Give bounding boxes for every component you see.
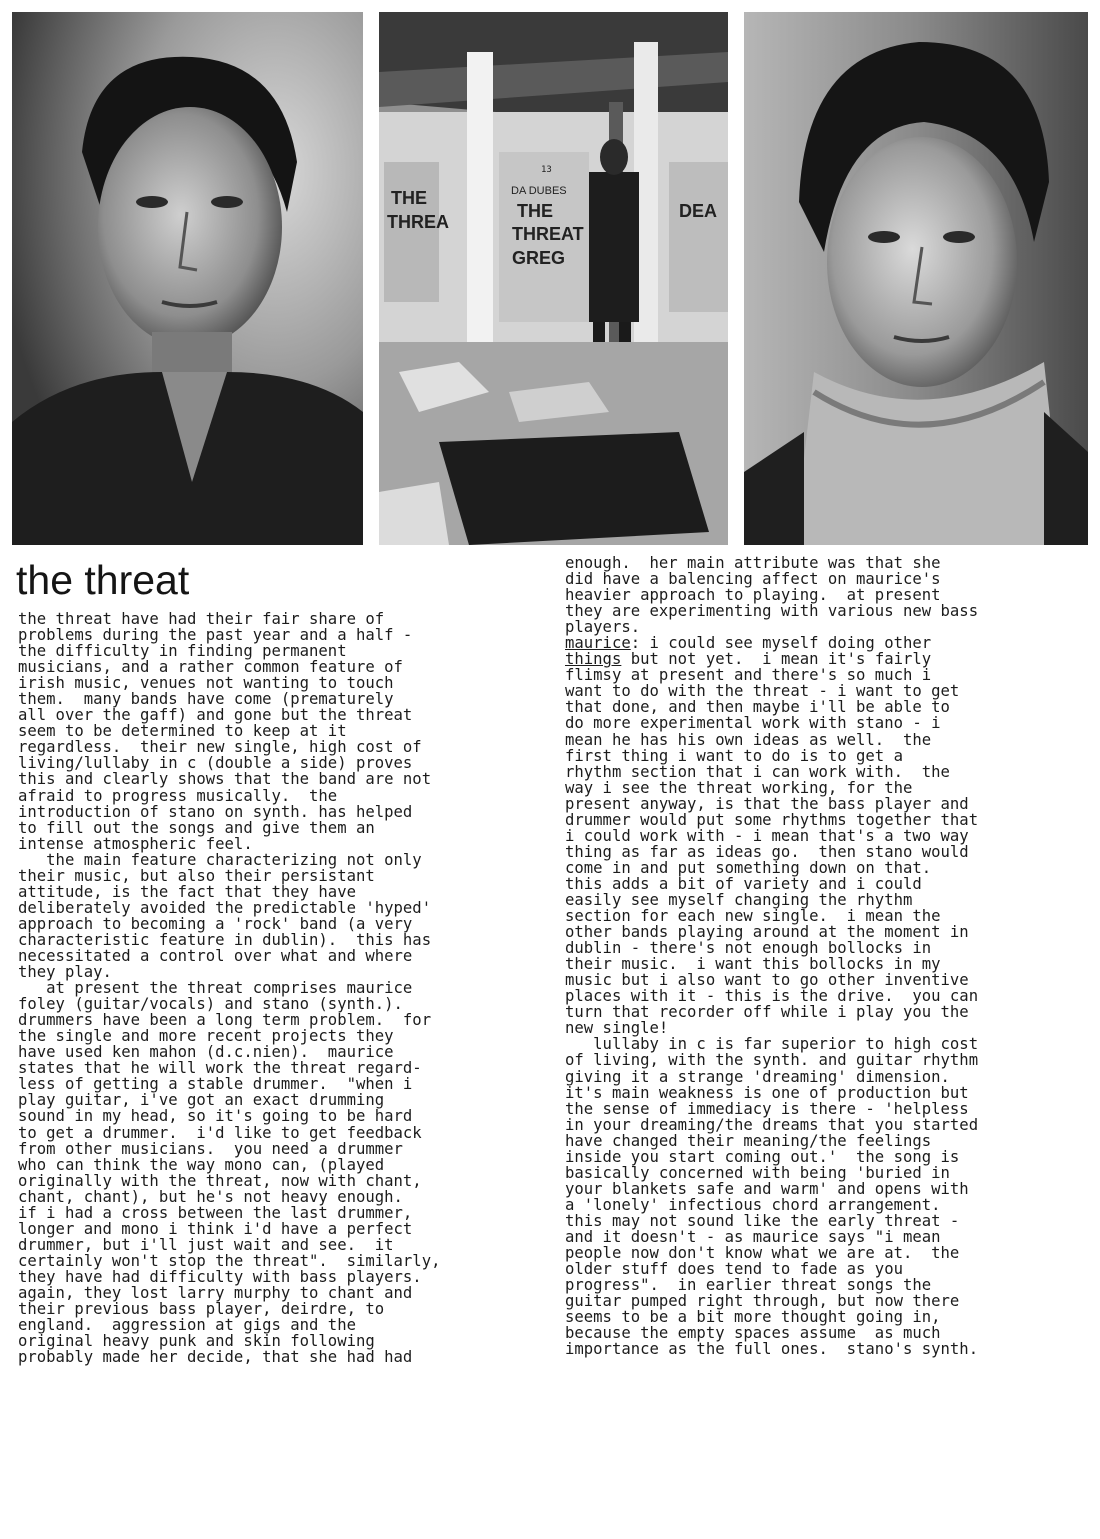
portrait-left-illustration bbox=[12, 12, 363, 545]
right-column-line: seems to be a bit more thought going in, bbox=[565, 1308, 941, 1327]
left-column-line: chant, chant), but he's not heavy enough. bbox=[18, 1187, 403, 1206]
right-column-line: people now don't know what we are at. the bbox=[565, 1244, 960, 1263]
right-column-line: your blankets safe and warm' and opens with bbox=[565, 1179, 969, 1198]
left-column-line: from other musicians. you need a drummer bbox=[18, 1139, 403, 1158]
left-column-line: less of getting a stable drummer. "when i bbox=[18, 1075, 413, 1094]
graffiti-number: 13 bbox=[541, 165, 552, 175]
right-column-line: way i see the threat working, for the bbox=[565, 778, 913, 797]
left-column-line: they have had difficulty with bass players. bbox=[18, 1267, 422, 1286]
left-column-line: seem to be determined to keep at it bbox=[18, 722, 347, 741]
left-column-line: england. aggression at gigs and the bbox=[18, 1316, 356, 1335]
left-column-line: musicians, and a rather common feature of bbox=[18, 658, 403, 677]
left-column-line: afraid to progress musically. the bbox=[18, 786, 338, 805]
right-column-line: giving it a strange 'dreaming' dimension. bbox=[565, 1067, 950, 1086]
graffiti-threa-left: THREA bbox=[387, 212, 449, 232]
right-column-line: i could work with - i mean that's a two way bbox=[565, 826, 969, 845]
left-column-line: the main feature characterizing not only bbox=[18, 850, 422, 869]
right-column-line: drummer would put some rhythms together that bbox=[565, 810, 979, 829]
right-column-line: players. bbox=[565, 618, 641, 637]
left-column-line: regardless. their new single, high cost of bbox=[18, 738, 422, 757]
graffiti-the-left: THE bbox=[391, 188, 427, 208]
left-column-line: at present the threat comprises maurice bbox=[18, 979, 413, 998]
right-column-line: of living, with the synth. and guitar rhythm bbox=[565, 1051, 979, 1070]
right-column-line: did have a balencing affect on maurice's bbox=[565, 570, 941, 589]
left-column-line: play guitar, i've got an exact drumming bbox=[18, 1091, 385, 1110]
portrait-right-illustration bbox=[744, 12, 1088, 545]
left-column-line: foley (guitar/vocals) and stano (synth.). bbox=[18, 995, 403, 1014]
right-column-line: lullaby in c is far superior to high cost bbox=[565, 1035, 979, 1054]
left-column-line: drummer, but i'll just wait and see. it bbox=[18, 1235, 394, 1254]
right-column-line: first thing i want to do is to get a bbox=[565, 746, 903, 765]
left-column-line: their music, but also their persistant bbox=[18, 866, 375, 885]
graffiti-greg: GREG bbox=[512, 248, 566, 268]
right-column-line: dublin - there's not enough bollocks in bbox=[565, 939, 932, 958]
left-column-line: states that he will work the threat regard- bbox=[18, 1059, 422, 1078]
left-column-line: introduction of stano on synth. has helped bbox=[18, 802, 413, 821]
left-column-line: to fill out the songs and give them an bbox=[18, 818, 375, 837]
left-column-line: living/lullaby in c (double a side) proves bbox=[18, 754, 413, 773]
right-column-line: maurice: i could see myself doing other bbox=[565, 634, 932, 653]
right-column-line: progress". in earlier threat songs the bbox=[565, 1276, 932, 1295]
right-column-line: in your dreaming/the dreams that you started bbox=[565, 1115, 979, 1134]
left-column-line: they play. bbox=[18, 963, 112, 982]
left-column-line: intense atmospheric feel. bbox=[18, 834, 253, 853]
right-column-line: music but i also want to go other inventive bbox=[565, 971, 969, 990]
right-column-line: things but not yet. i mean it's fairly bbox=[565, 650, 932, 669]
right-column-line: want to do with the threat - i want to get bbox=[565, 682, 960, 701]
right-column-line: a 'lonely' infectious chord arrangement. bbox=[565, 1195, 941, 1214]
graffiti-dea-right: DEA bbox=[679, 201, 718, 221]
left-column-line: the difficulty in finding permanent bbox=[18, 642, 347, 661]
left-column-line: originally with the threat, now with chant, bbox=[18, 1171, 422, 1190]
photo-portrait-right bbox=[744, 12, 1088, 545]
right-column-line: basically concerned with being 'buried in bbox=[565, 1163, 950, 1182]
left-column-line: their previous bass player, deirdre, to bbox=[18, 1300, 385, 1319]
right-column-line: rhythm section that i can work with. the bbox=[565, 762, 950, 781]
right-column-line: heavier approach to playing. at present bbox=[565, 586, 941, 605]
left-column-line: sound in my head, so it's going to be hard bbox=[18, 1107, 413, 1126]
right-column-line: inside you start coming out.' the song is bbox=[565, 1147, 960, 1166]
right-column-line: other bands playing around at the moment in bbox=[565, 923, 969, 942]
left-column-line: irish music, venues not wanting to touch bbox=[18, 674, 394, 693]
left-column-line: necessitated a control over what and where bbox=[18, 946, 413, 965]
right-column-line: it's main weakness is one of production but bbox=[565, 1083, 969, 1102]
left-column-line: have used ken mahon (d.c.nien). maurice bbox=[18, 1043, 394, 1062]
right-column-line: this adds a bit of variety and i could bbox=[565, 874, 922, 893]
article-column-left bbox=[18, 611, 548, 1365]
left-column-line: if i had a cross between the last drummer, bbox=[18, 1203, 413, 1222]
left-column-line: characteristic feature in dublin). this has bbox=[18, 930, 432, 949]
right-column-line: that done, and then maybe i'll be able to bbox=[565, 698, 950, 717]
right-column-line: guitar pumped right through, but now there bbox=[565, 1292, 960, 1311]
right-column-line: older stuff does tend to fade as you bbox=[565, 1260, 903, 1279]
photo-derelict-building bbox=[379, 12, 728, 545]
left-column-line: this and clearly shows that the band are not bbox=[18, 770, 432, 789]
graffiti-the: THE bbox=[517, 201, 553, 221]
right-column-line: do more experimental work with stano - i bbox=[565, 714, 941, 733]
left-column-line: original heavy punk and skin following bbox=[18, 1332, 375, 1351]
right-column-line: the sense of immediacy is there - 'helpless bbox=[565, 1099, 969, 1118]
left-column-line: probably made her decide, that she had had bbox=[18, 1348, 413, 1367]
left-column-line: longer and mono i think i'd have a perfect bbox=[18, 1219, 413, 1238]
right-column-line: because the empty spaces assume as much bbox=[565, 1324, 941, 1343]
right-column-line: enough. her main attribute was that she bbox=[565, 554, 941, 572]
left-column-line: the single and more recent projects they bbox=[18, 1027, 394, 1046]
left-column-line: who can think the way mono can, (played bbox=[18, 1155, 385, 1174]
right-column-line: mean he has his own ideas as well. the bbox=[565, 730, 932, 749]
graffiti-threat: THREAT bbox=[512, 224, 584, 244]
photo-portrait-left bbox=[12, 12, 363, 545]
right-column-line: this may not sound like the early threat - bbox=[565, 1211, 960, 1230]
left-column-line: to get a drummer. i'd like to get feedback bbox=[18, 1123, 422, 1142]
left-column-line: attitude, is the fact that they have bbox=[18, 882, 356, 901]
right-column-line: come in and put something down on that. bbox=[565, 858, 932, 877]
left-column-line: the threat have had their fair share of bbox=[18, 610, 385, 628]
left-column-line: problems during the past year and a half - bbox=[18, 626, 413, 645]
right-column-line: they are experimenting with various new bass bbox=[565, 602, 979, 621]
right-column-line: present anyway, is that the bass player and bbox=[565, 794, 969, 813]
left-column-line: again, they lost larry murphy to chant and bbox=[18, 1283, 413, 1302]
right-column-line: importance as the full ones. stano's synth. bbox=[565, 1340, 979, 1359]
left-column-line: approach to becoming a 'rock' band (a very bbox=[18, 914, 413, 933]
right-column-line: section for each new single. i mean the bbox=[565, 907, 941, 926]
right-column-line: have changed their meaning/the feelings bbox=[565, 1131, 932, 1150]
derelict-building-illustration bbox=[379, 12, 728, 545]
left-column-line: drummers have been a long term problem. for bbox=[18, 1011, 432, 1030]
left-column-line: all over the gaff) and gone but the threat bbox=[18, 706, 413, 725]
right-column-line: places with it - this is the drive. you can bbox=[565, 987, 979, 1006]
article-title: the threat bbox=[16, 557, 190, 603]
right-column-line: turn that recorder off while i play you the bbox=[565, 1003, 969, 1022]
right-column-line: flimsy at present and there's so much i bbox=[565, 666, 932, 685]
left-column-line: deliberately avoided the predictable 'hyped' bbox=[18, 898, 432, 917]
right-column-line: easily see myself changing the rhythm bbox=[565, 890, 913, 909]
right-column-line: their music. i want this bollocks in my bbox=[565, 955, 941, 974]
graffiti-da-dubes: DA DUBES bbox=[511, 185, 567, 197]
left-column-line: them. many bands have come (prematurely bbox=[18, 690, 394, 709]
right-column-line: thing as far as ideas go. then stano would bbox=[565, 842, 969, 861]
article-column-right bbox=[565, 555, 1095, 1357]
right-column-line: new single! bbox=[565, 1019, 669, 1038]
right-column-line: and it doesn't - as maurice says "i mean bbox=[565, 1227, 941, 1246]
left-column-line: certainly won't stop the threat". similarly, bbox=[18, 1251, 441, 1270]
